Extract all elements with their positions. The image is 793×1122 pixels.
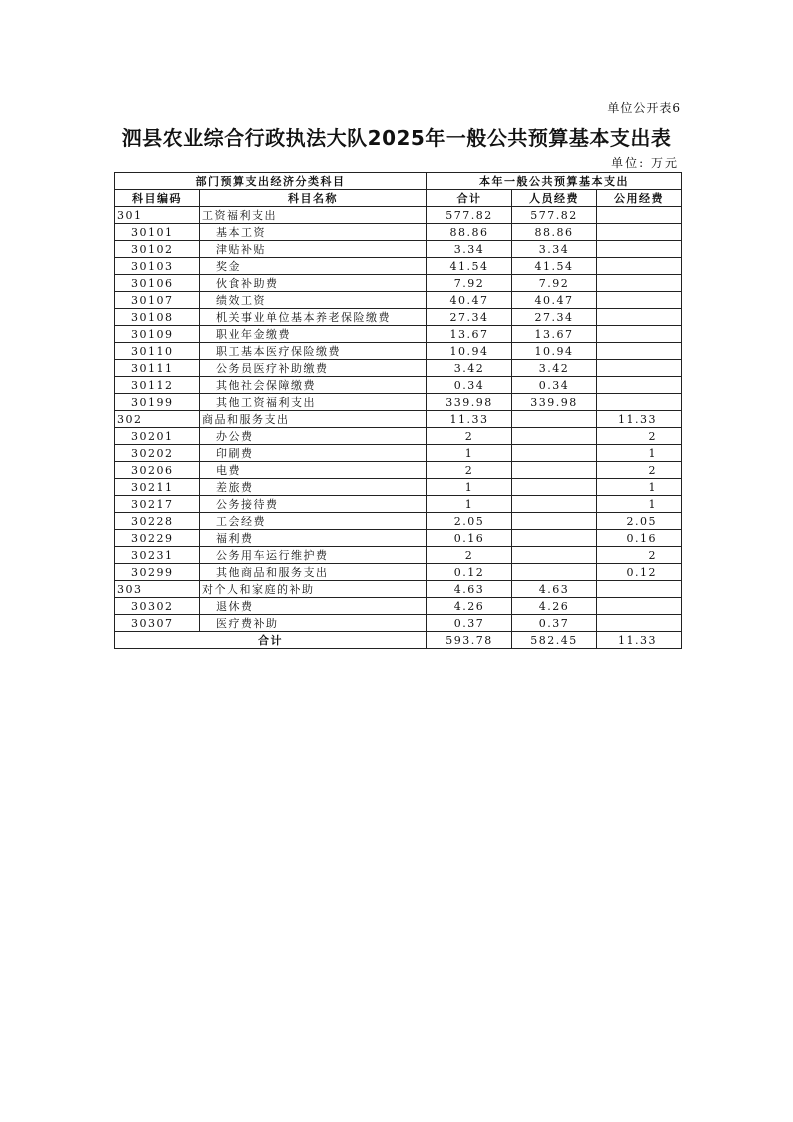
cell-public: 2 bbox=[597, 462, 682, 479]
cell-total: 11.33 bbox=[427, 411, 512, 428]
table-row bbox=[115, 326, 682, 343]
cell-public bbox=[597, 292, 682, 309]
cell-total: 27.34 bbox=[427, 309, 512, 326]
cell-personnel: 339.98 bbox=[512, 394, 597, 411]
cell-name: 印刷费 bbox=[200, 445, 427, 462]
cell-total: 40.47 bbox=[427, 292, 512, 309]
cell-code: 30211 bbox=[115, 479, 200, 496]
cell-personnel: 10.94 bbox=[512, 343, 597, 360]
table-row bbox=[115, 394, 682, 411]
page-title: 泗县农业综合行政执法大队2025年一般公共预算基本支出表 bbox=[121, 126, 672, 150]
header-name: 科目名称 bbox=[200, 190, 427, 207]
table-row bbox=[115, 207, 682, 224]
cell-name: 绩效工资 bbox=[200, 292, 427, 309]
cell-name: 退休费 bbox=[200, 598, 427, 615]
cell-personnel: 3.42 bbox=[512, 360, 597, 377]
table-row bbox=[115, 564, 682, 581]
cell-total: 4.63 bbox=[427, 581, 512, 598]
cell-public: 2 bbox=[597, 547, 682, 564]
cell-code: 30110 bbox=[115, 343, 200, 360]
cell-total: 88.86 bbox=[427, 224, 512, 241]
cell-code: 302 bbox=[115, 411, 200, 428]
table-row bbox=[115, 513, 682, 530]
cell-personnel: 41.54 bbox=[512, 258, 597, 275]
table-row bbox=[115, 377, 682, 394]
total-sum: 593.78 bbox=[427, 632, 512, 649]
cell-name: 医疗费补助 bbox=[200, 615, 427, 632]
cell-code: 303 bbox=[115, 581, 200, 598]
cell-public bbox=[597, 241, 682, 258]
total-label: 合计 bbox=[115, 632, 427, 649]
cell-total: 13.67 bbox=[427, 326, 512, 343]
cell-code: 30231 bbox=[115, 547, 200, 564]
cell-name: 津贴补贴 bbox=[200, 241, 427, 258]
cell-personnel: 4.63 bbox=[512, 581, 597, 598]
cell-public: 2 bbox=[597, 428, 682, 445]
cell-name: 办公费 bbox=[200, 428, 427, 445]
cell-code: 30106 bbox=[115, 275, 200, 292]
cell-name: 差旅费 bbox=[200, 479, 427, 496]
table-row bbox=[115, 445, 682, 462]
header-column-row bbox=[115, 190, 682, 207]
cell-total: 7.92 bbox=[427, 275, 512, 292]
cell-public: 1 bbox=[597, 445, 682, 462]
cell-code: 30107 bbox=[115, 292, 200, 309]
cell-name: 其他工资福利支出 bbox=[200, 394, 427, 411]
cell-name: 公务接待费 bbox=[200, 496, 427, 513]
cell-personnel bbox=[512, 513, 597, 530]
cell-total: 3.34 bbox=[427, 241, 512, 258]
cell-personnel bbox=[512, 547, 597, 564]
cell-public: 0.12 bbox=[597, 564, 682, 581]
cell-personnel bbox=[512, 496, 597, 513]
cell-code: 30199 bbox=[115, 394, 200, 411]
cell-public bbox=[597, 394, 682, 411]
cell-code: 30206 bbox=[115, 462, 200, 479]
table-row bbox=[115, 309, 682, 326]
cell-personnel bbox=[512, 530, 597, 547]
cell-personnel: 88.86 bbox=[512, 224, 597, 241]
cell-name: 基本工资 bbox=[200, 224, 427, 241]
cell-name: 工资福利支出 bbox=[200, 207, 427, 224]
cell-personnel: 40.47 bbox=[512, 292, 597, 309]
cell-code: 30103 bbox=[115, 258, 200, 275]
header-economic-classification: 部门预算支出经济分类科目 bbox=[115, 173, 427, 190]
cell-code: 30229 bbox=[115, 530, 200, 547]
cell-public bbox=[597, 598, 682, 615]
cell-name: 电费 bbox=[200, 462, 427, 479]
cell-total: 10.94 bbox=[427, 343, 512, 360]
cell-code: 30307 bbox=[115, 615, 200, 632]
total-public: 11.33 bbox=[597, 632, 682, 649]
cell-personnel bbox=[512, 479, 597, 496]
table-row bbox=[115, 598, 682, 615]
cell-name: 工会经费 bbox=[200, 513, 427, 530]
cell-personnel: 27.34 bbox=[512, 309, 597, 326]
cell-public: 11.33 bbox=[597, 411, 682, 428]
cell-public: 1 bbox=[597, 496, 682, 513]
table-row bbox=[115, 411, 682, 428]
cell-public bbox=[597, 581, 682, 598]
cell-total: 339.98 bbox=[427, 394, 512, 411]
cell-code: 30108 bbox=[115, 309, 200, 326]
table-row bbox=[115, 360, 682, 377]
cell-name: 商品和服务支出 bbox=[200, 411, 427, 428]
cell-personnel: 7.92 bbox=[512, 275, 597, 292]
cell-code: 30111 bbox=[115, 360, 200, 377]
cell-name: 伙食补助费 bbox=[200, 275, 427, 292]
header-total: 合计 bbox=[427, 190, 512, 207]
table-row bbox=[115, 241, 682, 258]
cell-personnel: 13.67 bbox=[512, 326, 597, 343]
table-body bbox=[115, 207, 682, 632]
cell-public bbox=[597, 377, 682, 394]
cell-total: 2 bbox=[427, 462, 512, 479]
cell-public bbox=[597, 275, 682, 292]
cell-total: 2 bbox=[427, 547, 512, 564]
cell-name: 奖金 bbox=[200, 258, 427, 275]
table-row bbox=[115, 292, 682, 309]
cell-public: 2.05 bbox=[597, 513, 682, 530]
cell-personnel: 577.82 bbox=[512, 207, 597, 224]
cell-public bbox=[597, 258, 682, 275]
cell-code: 30112 bbox=[115, 377, 200, 394]
cell-code: 30201 bbox=[115, 428, 200, 445]
cell-code: 30109 bbox=[115, 326, 200, 343]
cell-code: 30228 bbox=[115, 513, 200, 530]
cell-public bbox=[597, 224, 682, 241]
cell-public bbox=[597, 615, 682, 632]
cell-public bbox=[597, 309, 682, 326]
cell-code: 30101 bbox=[115, 224, 200, 241]
cell-personnel bbox=[512, 564, 597, 581]
cell-name: 其他社会保障缴费 bbox=[200, 377, 427, 394]
budget-table bbox=[114, 172, 682, 649]
cell-name: 职工基本医疗保险缴费 bbox=[200, 343, 427, 360]
table-row bbox=[115, 275, 682, 292]
cell-personnel bbox=[512, 462, 597, 479]
table-row bbox=[115, 258, 682, 275]
cell-name: 公务员医疗补助缴费 bbox=[200, 360, 427, 377]
cell-public bbox=[597, 326, 682, 343]
header-public: 公用经费 bbox=[597, 190, 682, 207]
table-row bbox=[115, 462, 682, 479]
table-number: 单位公开表6 bbox=[607, 101, 681, 115]
cell-total: 0.34 bbox=[427, 377, 512, 394]
cell-public bbox=[597, 207, 682, 224]
table-row bbox=[115, 343, 682, 360]
cell-total: 0.12 bbox=[427, 564, 512, 581]
cell-total: 4.26 bbox=[427, 598, 512, 615]
cell-total: 1 bbox=[427, 445, 512, 462]
cell-code: 301 bbox=[115, 207, 200, 224]
table-row bbox=[115, 615, 682, 632]
cell-code: 30102 bbox=[115, 241, 200, 258]
total-row bbox=[115, 632, 682, 649]
cell-total: 577.82 bbox=[427, 207, 512, 224]
cell-code: 30302 bbox=[115, 598, 200, 615]
cell-public bbox=[597, 343, 682, 360]
cell-personnel bbox=[512, 445, 597, 462]
cell-code: 30202 bbox=[115, 445, 200, 462]
cell-name: 福利费 bbox=[200, 530, 427, 547]
cell-name: 其他商品和服务支出 bbox=[200, 564, 427, 581]
table-row bbox=[115, 547, 682, 564]
table-row bbox=[115, 224, 682, 241]
cell-name: 机关事业单位基本养老保险缴费 bbox=[200, 309, 427, 326]
table-row bbox=[115, 428, 682, 445]
header-basic-expenditure: 本年一般公共预算基本支出 bbox=[427, 173, 682, 190]
cell-total: 3.42 bbox=[427, 360, 512, 377]
header-code: 科目编码 bbox=[115, 190, 200, 207]
cell-personnel: 0.37 bbox=[512, 615, 597, 632]
cell-total: 2 bbox=[427, 428, 512, 445]
header-personnel: 人员经费 bbox=[512, 190, 597, 207]
cell-personnel: 4.26 bbox=[512, 598, 597, 615]
cell-name: 公务用车运行维护费 bbox=[200, 547, 427, 564]
cell-name: 职业年金缴费 bbox=[200, 326, 427, 343]
table-row bbox=[115, 479, 682, 496]
header-group-row bbox=[115, 173, 682, 190]
table-row bbox=[115, 581, 682, 598]
cell-total: 1 bbox=[427, 479, 512, 496]
table-row bbox=[115, 496, 682, 513]
cell-total: 2.05 bbox=[427, 513, 512, 530]
cell-personnel bbox=[512, 411, 597, 428]
cell-personnel: 3.34 bbox=[512, 241, 597, 258]
cell-public: 1 bbox=[597, 479, 682, 496]
cell-public: 0.16 bbox=[597, 530, 682, 547]
cell-code: 30299 bbox=[115, 564, 200, 581]
cell-total: 0.16 bbox=[427, 530, 512, 547]
cell-total: 0.37 bbox=[427, 615, 512, 632]
total-personnel: 582.45 bbox=[512, 632, 597, 649]
cell-public bbox=[597, 360, 682, 377]
cell-personnel: 0.34 bbox=[512, 377, 597, 394]
unit-label: 单位: 万元 bbox=[611, 156, 679, 170]
cell-code: 30217 bbox=[115, 496, 200, 513]
cell-total: 41.54 bbox=[427, 258, 512, 275]
cell-total: 1 bbox=[427, 496, 512, 513]
cell-personnel bbox=[512, 428, 597, 445]
cell-name: 对个人和家庭的补助 bbox=[200, 581, 427, 598]
table-row bbox=[115, 530, 682, 547]
